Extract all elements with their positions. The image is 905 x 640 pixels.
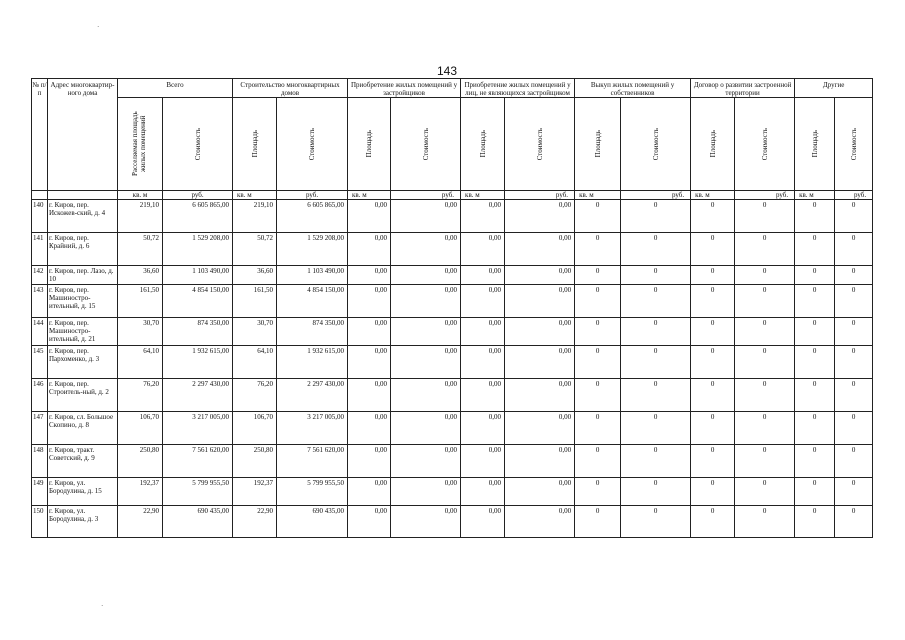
total-cost-cell: 1 103 490,00: [163, 266, 233, 285]
row-number: 148: [32, 445, 48, 478]
subheader-area-text: Площадь: [478, 130, 487, 158]
buyout-area-cell: 0: [575, 266, 621, 285]
developer-cost-cell: 0,00: [391, 266, 461, 285]
row-number: 144: [32, 318, 48, 346]
subheader-cost-text: Стоимость: [535, 127, 544, 161]
other-area-cell: 0: [795, 233, 835, 266]
non-developer-area-cell: 0,00: [461, 506, 505, 538]
contract-area-cell: 0: [691, 412, 735, 445]
other-area-cell: 0: [795, 318, 835, 346]
units-empty: [32, 191, 48, 200]
developer-cost-cell: 0,00: [391, 506, 461, 538]
buyout-cost-cell: 0: [621, 200, 691, 233]
unit-cell: руб.: [391, 191, 461, 200]
buyout-cost-cell: 0: [621, 318, 691, 346]
construction-area-cell: 22,90: [233, 506, 277, 538]
other-cost-cell: 0: [835, 506, 873, 538]
developer-cost-cell: 0,00: [391, 233, 461, 266]
header-group-purchase-non-developers: Приобретение жилых помещений у лиц, не являющихся застройщиком: [461, 79, 575, 98]
table-row: [32, 266, 873, 285]
construction-area-cell: 161,50: [233, 285, 277, 318]
header-group-other: Другие: [795, 79, 873, 98]
table-row: [32, 346, 873, 379]
table-row: [32, 445, 873, 478]
other-area-cell: 0: [795, 200, 835, 233]
total-area-cell: 192,37: [118, 478, 163, 506]
developer-area-cell: 0,00: [348, 445, 391, 478]
other-cost-cell: 0: [835, 379, 873, 412]
address-cell: г. Киров, пер. Строитель-ный, д. 2: [48, 379, 118, 412]
total-cost-cell: 3 217 005,00: [163, 412, 233, 445]
total-cost-cell: 2 297 430,00: [163, 379, 233, 412]
contract-cost-cell: 0: [735, 379, 795, 412]
row-number: 142: [32, 266, 48, 285]
construction-cost-cell: 1 529 208,00: [277, 233, 348, 266]
buyout-area-cell: 0: [575, 200, 621, 233]
total-area-cell: 250,80: [118, 445, 163, 478]
non-developer-area-cell: 0,00: [461, 266, 505, 285]
contract-area-cell: 0: [691, 346, 735, 379]
non-developer-area-cell: 0,00: [461, 200, 505, 233]
table-body: [32, 200, 873, 538]
contract-area-cell: 0: [691, 200, 735, 233]
contract-cost-cell: 0: [735, 266, 795, 285]
contract-area-cell: 0: [691, 285, 735, 318]
non-developer-area-cell: 0,00: [461, 478, 505, 506]
subheader-area: [233, 98, 277, 191]
construction-cost-cell: 6 605 865,00: [277, 200, 348, 233]
row-number: 140: [32, 200, 48, 233]
other-area-cell: 0: [795, 346, 835, 379]
non-developer-area-cell: 0,00: [461, 412, 505, 445]
construction-cost-cell: 1 932 615,00: [277, 346, 348, 379]
subheader-resettled-area: [118, 98, 163, 191]
buyout-cost-cell: 0: [621, 445, 691, 478]
developer-area-cell: 0,00: [348, 318, 391, 346]
non-developer-cost-cell: 0,00: [505, 233, 575, 266]
contract-area-cell: 0: [691, 506, 735, 538]
total-area-cell: 30,70: [118, 318, 163, 346]
developer-area-cell: 0,00: [348, 233, 391, 266]
total-area-cell: 50,72: [118, 233, 163, 266]
buyout-cost-cell: 0: [621, 285, 691, 318]
total-cost-cell: 690 435,00: [163, 506, 233, 538]
non-developer-cost-cell: 0,00: [505, 445, 575, 478]
total-cost-cell: 1 529 208,00: [163, 233, 233, 266]
other-area-cell: 0: [795, 379, 835, 412]
subheader-area-text: Площадь: [365, 130, 374, 158]
subheader-resettled-area-text: Расселяемая площадь жилых помещений: [131, 111, 147, 177]
other-area-cell: 0: [795, 266, 835, 285]
table-row: [32, 318, 873, 346]
unit-cell: кв. м: [575, 191, 621, 200]
subheader-area-text: Площадь: [250, 130, 259, 158]
total-area-cell: 64,10: [118, 346, 163, 379]
unit-cell: руб.: [163, 191, 233, 200]
non-developer-cost-cell: 0,00: [505, 318, 575, 346]
table-row: [32, 200, 873, 233]
construction-area-cell: 76,20: [233, 379, 277, 412]
contract-area-cell: 0: [691, 445, 735, 478]
contract-cost-cell: 0: [735, 233, 795, 266]
buyout-area-cell: 0: [575, 478, 621, 506]
subheader-area-text: Площадь: [708, 130, 717, 158]
unit-cell: кв. м: [348, 191, 391, 200]
subheader-cost-text: Стоимость: [760, 127, 769, 161]
construction-cost-cell: 3 217 005,00: [277, 412, 348, 445]
subheader-area: [461, 98, 505, 191]
table-row: [32, 478, 873, 506]
total-cost-cell: 6 605 865,00: [163, 200, 233, 233]
other-cost-cell: 0: [835, 478, 873, 506]
other-area-cell: 0: [795, 445, 835, 478]
row-number: 141: [32, 233, 48, 266]
units-row: [32, 191, 873, 200]
buyout-cost-cell: 0: [621, 478, 691, 506]
subheader-cost: [163, 98, 233, 191]
construction-cost-cell: 7 561 620,00: [277, 445, 348, 478]
subheader-area: [795, 98, 835, 191]
developer-area-cell: 0,00: [348, 285, 391, 318]
row-number: 145: [32, 346, 48, 379]
construction-cost-cell: 4 854 150,00: [277, 285, 348, 318]
subheader-cost-text: Стоимость: [308, 127, 317, 161]
table-row: [32, 285, 873, 318]
table-row: [32, 506, 873, 538]
construction-area-cell: 64,10: [233, 346, 277, 379]
unit-cell: руб.: [835, 191, 873, 200]
construction-cost-cell: 874 350,00: [277, 318, 348, 346]
total-area-cell: 76,20: [118, 379, 163, 412]
unit-cell: кв. м: [795, 191, 835, 200]
address-cell: г. Киров, пер. Пархоменко, д. 3: [48, 346, 118, 379]
construction-area-cell: 50,72: [233, 233, 277, 266]
other-cost-cell: 0: [835, 346, 873, 379]
contract-cost-cell: 0: [735, 318, 795, 346]
table-row: [32, 233, 873, 266]
row-number: 146: [32, 379, 48, 412]
subheader-area: [348, 98, 391, 191]
buyout-cost-cell: 0: [621, 233, 691, 266]
developer-cost-cell: 0,00: [391, 346, 461, 379]
total-cost-cell: 874 350,00: [163, 318, 233, 346]
developer-area-cell: 0,00: [348, 200, 391, 233]
header-address: Адрес многоквартир-ного дома: [48, 79, 118, 191]
row-number: 150: [32, 506, 48, 538]
address-cell: г. Киров, пер. Искожев-ский, д. 4: [48, 200, 118, 233]
non-developer-cost-cell: 0,00: [505, 412, 575, 445]
developer-area-cell: 0,00: [348, 379, 391, 412]
buyout-cost-cell: 0: [621, 379, 691, 412]
non-developer-area-cell: 0,00: [461, 445, 505, 478]
unit-cell: руб.: [735, 191, 795, 200]
subheader-cost: [621, 98, 691, 191]
non-developer-area-cell: 0,00: [461, 318, 505, 346]
address-cell: г. Киров, пер. Машиностро-ительный, д. 21: [48, 318, 118, 346]
subheader-area-text: Площадь: [810, 130, 819, 158]
address-cell: г. Киров, тракт. Советский, д. 9: [48, 445, 118, 478]
other-cost-cell: 0: [835, 266, 873, 285]
buyout-area-cell: 0: [575, 412, 621, 445]
row-number: 143: [32, 285, 48, 318]
contract-cost-cell: 0: [735, 445, 795, 478]
total-area-cell: 22,90: [118, 506, 163, 538]
contract-cost-cell: 0: [735, 506, 795, 538]
other-area-cell: 0: [795, 478, 835, 506]
table-row: [32, 379, 873, 412]
developer-cost-cell: 0,00: [391, 379, 461, 412]
other-cost-cell: 0: [835, 318, 873, 346]
non-developer-area-cell: 0,00: [461, 379, 505, 412]
address-cell: г. Киров, сл. Большое Скопино, д. 8: [48, 412, 118, 445]
subheader-cost-text: Стоимость: [651, 127, 660, 161]
unit-cell: руб.: [505, 191, 575, 200]
row-number: 147: [32, 412, 48, 445]
header-num: № п/п: [32, 79, 48, 191]
non-developer-cost-cell: 0,00: [505, 506, 575, 538]
page-number: 143: [437, 64, 458, 78]
unit-cell: кв. м: [691, 191, 735, 200]
subheader-cost: [277, 98, 348, 191]
construction-area-cell: 192,37: [233, 478, 277, 506]
non-developer-cost-cell: 0,00: [505, 346, 575, 379]
buyout-area-cell: 0: [575, 379, 621, 412]
total-area-cell: 161,50: [118, 285, 163, 318]
address-cell: г. Киров, пер. Крайний, д. 6: [48, 233, 118, 266]
subheader-cost-text: Стоимость: [849, 127, 858, 161]
subheader-area-text: Площадь: [593, 130, 602, 158]
buyout-area-cell: 0: [575, 445, 621, 478]
subheader-cost-text: Стоимость: [193, 127, 202, 161]
subheader-area: [691, 98, 735, 191]
total-area-cell: 106,70: [118, 412, 163, 445]
subheader-cost-text: Стоимость: [421, 127, 430, 161]
contract-area-cell: 0: [691, 233, 735, 266]
non-developer-cost-cell: 0,00: [505, 285, 575, 318]
contract-cost-cell: 0: [735, 285, 795, 318]
other-cost-cell: 0: [835, 233, 873, 266]
contract-area-cell: 0: [691, 478, 735, 506]
non-developer-area-cell: 0,00: [461, 285, 505, 318]
total-cost-cell: 4 854 150,00: [163, 285, 233, 318]
buyout-cost-cell: 0: [621, 266, 691, 285]
other-area-cell: 0: [795, 506, 835, 538]
other-cost-cell: 0: [835, 412, 873, 445]
total-area-cell: 219,10: [118, 200, 163, 233]
construction-area-cell: 219,10: [233, 200, 277, 233]
developer-area-cell: 0,00: [348, 478, 391, 506]
buyout-cost-cell: 0: [621, 346, 691, 379]
buyout-area-cell: 0: [575, 233, 621, 266]
buyout-area-cell: 0: [575, 318, 621, 346]
non-developer-cost-cell: 0,00: [505, 200, 575, 233]
scan-speck: ·: [101, 602, 104, 610]
other-cost-cell: 0: [835, 285, 873, 318]
developer-cost-cell: 0,00: [391, 318, 461, 346]
buyout-cost-cell: 0: [621, 506, 691, 538]
unit-cell: кв. м: [461, 191, 505, 200]
construction-area-cell: 30,70: [233, 318, 277, 346]
total-cost-cell: 1 932 615,00: [163, 346, 233, 379]
header-row-subcolumns: [32, 98, 873, 191]
table-row: [32, 412, 873, 445]
other-cost-cell: 0: [835, 445, 873, 478]
non-developer-area-cell: 0,00: [461, 346, 505, 379]
buyout-area-cell: 0: [575, 506, 621, 538]
other-cost-cell: 0: [835, 200, 873, 233]
contract-cost-cell: 0: [735, 478, 795, 506]
contract-area-cell: 0: [691, 379, 735, 412]
developer-cost-cell: 0,00: [391, 412, 461, 445]
unit-cell: кв. м: [233, 191, 277, 200]
unit-cell: руб.: [277, 191, 348, 200]
header-group-buyout: Выкуп жилых помещений у собственников: [575, 79, 691, 98]
contract-area-cell: 0: [691, 318, 735, 346]
row-number: 149: [32, 478, 48, 506]
header-group-development-contract: Договор о развитии застроенной территории: [691, 79, 795, 98]
developer-cost-cell: 0,00: [391, 200, 461, 233]
developer-cost-cell: 0,00: [391, 445, 461, 478]
header-row-groups: [32, 79, 873, 98]
contract-cost-cell: 0: [735, 200, 795, 233]
non-developer-cost-cell: 0,00: [505, 379, 575, 412]
non-developer-cost-cell: 0,00: [505, 266, 575, 285]
subheader-cost: [505, 98, 575, 191]
construction-cost-cell: 2 297 430,00: [277, 379, 348, 412]
non-developer-area-cell: 0,00: [461, 233, 505, 266]
construction-cost-cell: 5 799 955,50: [277, 478, 348, 506]
address-cell: г. Киров, ул. Бородулина, д. 3: [48, 506, 118, 538]
developer-cost-cell: 0,00: [391, 285, 461, 318]
total-cost-cell: 5 799 955,50: [163, 478, 233, 506]
developer-area-cell: 0,00: [348, 412, 391, 445]
construction-area-cell: 250,80: [233, 445, 277, 478]
construction-cost-cell: 690 435,00: [277, 506, 348, 538]
header-group-construction: Строительство многоквартирных домов: [233, 79, 348, 98]
subheader-area: [575, 98, 621, 191]
units-empty: [48, 191, 118, 200]
address-cell: г. Киров, ул. Бородулина, д. 15: [48, 478, 118, 506]
construction-cost-cell: 1 103 490,00: [277, 266, 348, 285]
address-cell: г. Киров, пер. Машиностро-ительный, д. 15: [48, 285, 118, 318]
buyout-area-cell: 0: [575, 346, 621, 379]
total-area-cell: 36,60: [118, 266, 163, 285]
header-group-purchase-developers: Приобретение жилых помещений у застройщиков: [348, 79, 461, 98]
buyout-area-cell: 0: [575, 285, 621, 318]
resettlement-table: [31, 78, 873, 538]
non-developer-cost-cell: 0,00: [505, 478, 575, 506]
total-cost-cell: 7 561 620,00: [163, 445, 233, 478]
other-area-cell: 0: [795, 285, 835, 318]
developer-cost-cell: 0,00: [391, 478, 461, 506]
other-area-cell: 0: [795, 412, 835, 445]
address-cell: г. Киров, пер. Лазо, д. 10: [48, 266, 118, 285]
construction-area-cell: 106,70: [233, 412, 277, 445]
contract-cost-cell: 0: [735, 346, 795, 379]
subheader-cost: [391, 98, 461, 191]
buyout-cost-cell: 0: [621, 412, 691, 445]
developer-area-cell: 0,00: [348, 346, 391, 379]
unit-cell: руб.: [621, 191, 691, 200]
contract-cost-cell: 0: [735, 412, 795, 445]
subheader-cost: [835, 98, 873, 191]
scan-speck: ·: [97, 23, 100, 31]
contract-area-cell: 0: [691, 266, 735, 285]
developer-area-cell: 0,00: [348, 506, 391, 538]
developer-area-cell: 0,00: [348, 266, 391, 285]
construction-area-cell: 36,60: [233, 266, 277, 285]
subheader-cost: [735, 98, 795, 191]
header-group-total: Всего: [118, 79, 233, 98]
unit-cell: кв. м: [118, 191, 163, 200]
